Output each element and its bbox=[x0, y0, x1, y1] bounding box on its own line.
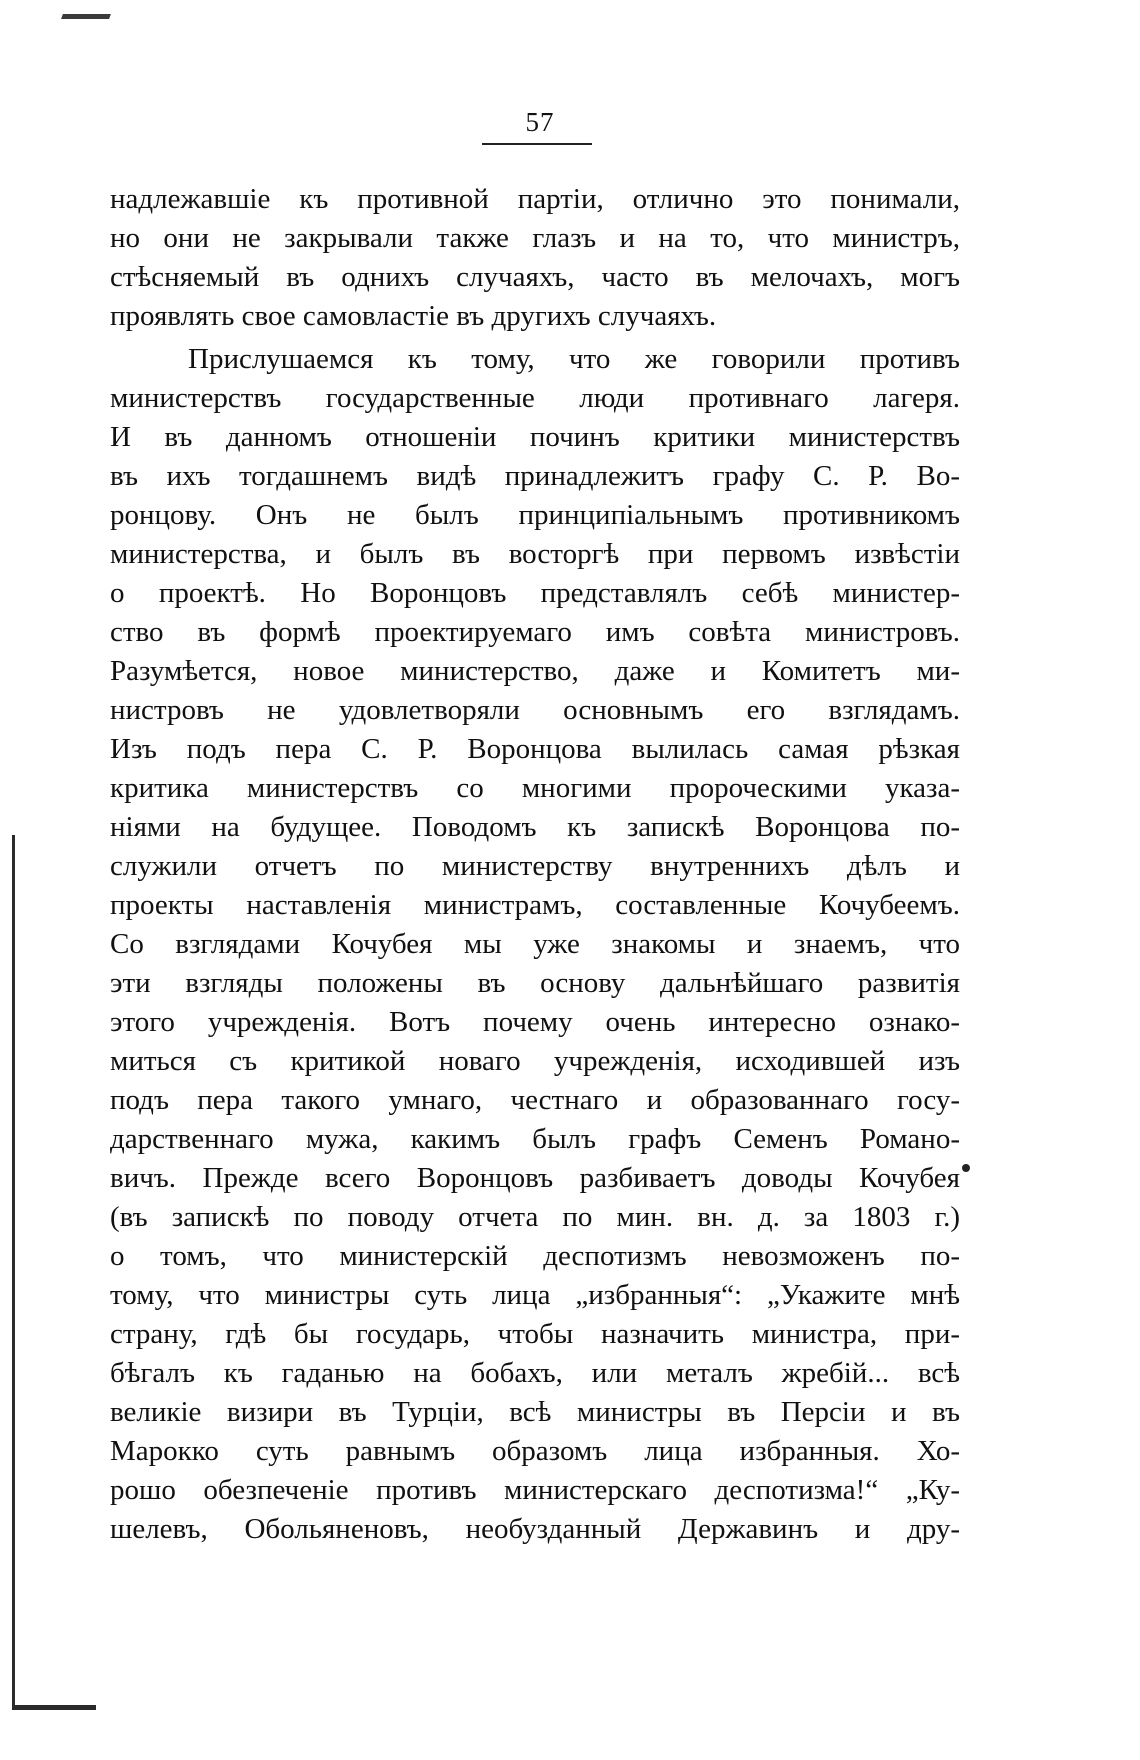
scan-smudge-top bbox=[61, 14, 111, 19]
text-line-10: министерства, и былъ въ восторгѣ при первомъ извѣстіи bbox=[110, 538, 960, 570]
text-line-1: надлежавшіе къ противной партіи, отлично это понимали, bbox=[110, 183, 960, 215]
text-line-22: этого учрежденія. Вотъ почему очень интересно ознако- bbox=[110, 1006, 960, 1038]
text-line-26: вичъ. Прежде всего Воронцовъ разбиваетъ доводы Кочубея bbox=[110, 1162, 960, 1194]
text-line-29: тому, что министры суть лица „избранныя“: „Укажите мнѣ bbox=[110, 1279, 960, 1311]
text-line-35: шелевъ, Обольяненовъ, необузданный Державинъ и дру- bbox=[110, 1513, 960, 1545]
text-line-6: министерствъ государственные люди противнаго лагеря. bbox=[110, 382, 960, 414]
scan-binding-foot bbox=[12, 1705, 96, 1710]
text-line-13: Разумѣется, новое министерство, даже и Комитетъ ми- bbox=[110, 655, 960, 687]
text-line-31: бѣгалъ къ гаданью на бобахъ, или металъ жребій... всѣ bbox=[110, 1357, 960, 1389]
text-line-16: критика министерствъ со многими пророческими указа- bbox=[110, 772, 960, 804]
text-line-3: стѣсняемый въ однихъ случаяхъ, часто въ мелочахъ, могъ bbox=[110, 261, 960, 293]
page-number: 57 bbox=[525, 107, 555, 137]
scan-speck bbox=[962, 1164, 970, 1172]
text-line-5: Прислушаемся къ тому, что же говорили противъ bbox=[188, 343, 960, 375]
text-line-24: подъ пера такого умнаго, честнаго и образованнаго госу- bbox=[110, 1084, 960, 1116]
text-line-27: (въ запискѣ по поводу отчета по мин. вн. д. за 1803 г.) bbox=[110, 1201, 960, 1233]
text-line-12: ство въ формѣ проектируемаго имъ совѣта министровъ. bbox=[110, 616, 960, 648]
text-line-15: Изъ подъ пера С. Р. Воронцова вылилась самая рѣзкая bbox=[110, 733, 960, 765]
text-line-33: Марокко суть равнымъ образомъ лица избранныя. Хо- bbox=[110, 1435, 960, 1467]
text-line-9: ронцову. Онъ не былъ принципіальнымъ противникомъ bbox=[110, 499, 960, 531]
text-line-32: великіе визири въ Турціи, всѣ министры въ Персіи и въ bbox=[110, 1396, 960, 1428]
text-line-14: нистровъ не удовлетворяли основнымъ его взглядамъ. bbox=[110, 694, 960, 726]
body-text bbox=[110, 180, 960, 1549]
text-line-18: служили отчетъ по министерству внутреннихъ дѣлъ и bbox=[110, 850, 960, 882]
text-line-28: о томъ, что министерскій деспотизмъ невозможенъ по- bbox=[110, 1240, 960, 1272]
text-line-2: но они не закрывали также глазъ и на то, что министръ, bbox=[110, 222, 960, 254]
text-line-17: ніями на будущее. Поводомъ къ запискѣ Воронцова по- bbox=[110, 811, 960, 843]
text-line-25: дарственнаго мужа, какимъ былъ графъ Семенъ Романо- bbox=[110, 1123, 960, 1155]
text-line-23: миться съ критикой новаго учрежденія, исходившей изъ bbox=[110, 1045, 960, 1077]
page-number-rule bbox=[482, 143, 592, 145]
text-line-7: И въ данномъ отношеніи починъ критики министерствъ bbox=[110, 421, 960, 453]
text-line-4: проявлять свое самовластіе въ другихъ случаяхъ. bbox=[110, 300, 717, 332]
text-line-30: страну, гдѣ бы государь, чтобы назначить министра, при- bbox=[110, 1318, 960, 1350]
text-line-8: въ ихъ тогдашнемъ видѣ принадлежитъ графу С. Р. Во- bbox=[110, 460, 960, 492]
text-line-20: Со взглядами Кочубея мы уже знакомы и знаемъ, что bbox=[110, 928, 960, 960]
text-line-11: о проектѣ. Но Воронцовъ представлялъ себѣ министер- bbox=[110, 577, 960, 609]
text-line-19: проекты наставленія министрамъ, составленные Кочубеемъ. bbox=[110, 889, 960, 921]
text-line-21: эти взгляды положены въ основу дальнѣйшаго развитія bbox=[110, 967, 960, 999]
scan-binding-edge bbox=[12, 835, 15, 1710]
text-line-34: рошо обезпеченіе противъ министерскаго деспотизма!“ „Ку- bbox=[110, 1474, 960, 1506]
